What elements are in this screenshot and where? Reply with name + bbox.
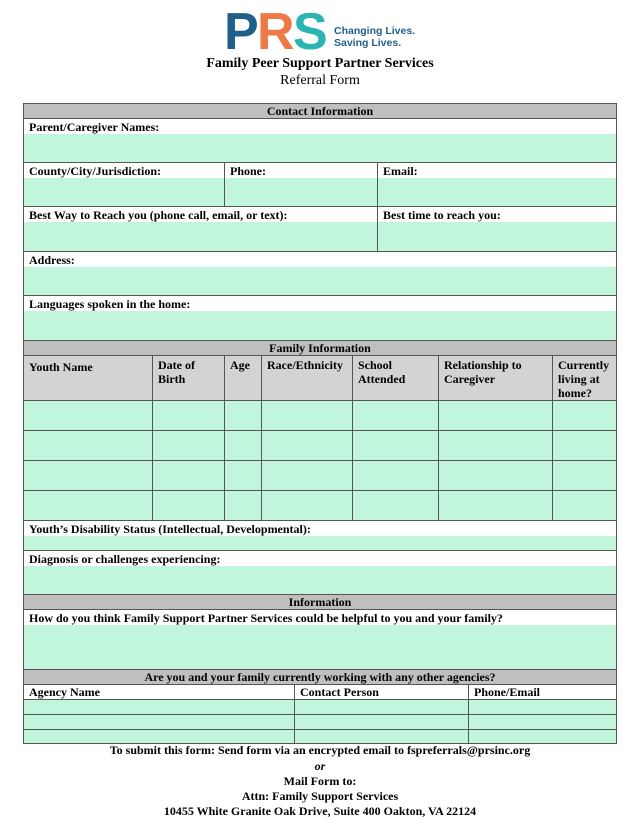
address-field[interactable]: [24, 252, 616, 295]
county-field[interactable]: [24, 163, 225, 206]
table-row: [24, 401, 616, 431]
address-label: Address:: [24, 252, 616, 267]
youth-name-cell[interactable]: [24, 491, 153, 520]
youth-name-cell[interactable]: [24, 461, 153, 490]
race-cell[interactable]: [262, 401, 353, 430]
form-title: Family Peer Support Partner Services: [206, 56, 434, 71]
best-time-label: Best time to reach you:: [378, 207, 616, 222]
school-cell[interactable]: [353, 401, 439, 430]
or-text: or: [314, 759, 326, 773]
helpful-question-label: How do you think Family Support Partner Services could be helpful to you and your family?: [24, 610, 616, 625]
col-date-of-birth: Date of Birth: [153, 356, 225, 400]
col-living-at-home: Currently living at home?: [553, 356, 616, 400]
phone-email-cell[interactable]: [469, 700, 616, 714]
logo-letter-r: R: [257, 5, 295, 55]
table-row: [24, 461, 616, 491]
best-time-field[interactable]: [378, 207, 616, 251]
living-cell[interactable]: [553, 461, 616, 490]
prs-logo-mark: [224, 5, 329, 55]
living-cell[interactable]: [553, 431, 616, 460]
submit-instructions: To submit this form: Send form via an encrypted email to fspreferrals@prsinc.org: [109, 743, 531, 757]
col-phone-email: [469, 685, 616, 699]
col-school-attended: School Attended: [353, 356, 439, 400]
family-table-header: [24, 356, 616, 401]
diagnosis-field[interactable]: [24, 551, 616, 594]
address-input[interactable]: [24, 267, 616, 295]
mail-form-heading: Mail Form to:: [283, 774, 357, 788]
agencies-section-header: Are you and your family currently working with any other agencies?: [24, 670, 616, 685]
diagnosis-input[interactable]: [24, 566, 616, 594]
youth-name-cell[interactable]: [24, 431, 153, 460]
county-input[interactable]: [24, 178, 224, 206]
agency-name-cell[interactable]: [24, 700, 295, 714]
agency-name-cell[interactable]: [24, 715, 295, 729]
dob-cell[interactable]: [153, 461, 225, 490]
helpful-row: [24, 610, 616, 670]
family-section-header: Family Information: [24, 341, 616, 356]
contact-person-cell[interactable]: [295, 700, 469, 714]
col-youth-name: Youth Name: [24, 356, 153, 400]
best-way-label: Best Way to Reach you (phone call, email, or text):: [24, 207, 377, 222]
parent-names-field[interactable]: [24, 119, 616, 162]
col-agency-name-label: Agency Name: [24, 685, 294, 699]
col-age: Age: [225, 356, 262, 400]
table-row: [24, 491, 616, 521]
diagnosis-row: [24, 551, 616, 595]
dob-cell[interactable]: [153, 401, 225, 430]
school-cell[interactable]: [353, 431, 439, 460]
relationship-cell[interactable]: [439, 491, 553, 520]
languages-field[interactable]: [24, 296, 616, 340]
phone-email-cell[interactable]: [469, 730, 616, 743]
prs-logo: [224, 5, 424, 55]
relationship-cell[interactable]: [439, 461, 553, 490]
logo-tagline: [334, 25, 415, 49]
disability-field[interactable]: [24, 521, 616, 550]
phone-input[interactable]: [225, 178, 377, 206]
table-row: [24, 431, 616, 461]
race-cell[interactable]: [262, 461, 353, 490]
best-way-row: [24, 207, 616, 252]
logo-tagline-1: Changing Lives.: [334, 25, 416, 37]
county-label: County/City/Jurisdiction:: [24, 163, 224, 178]
email-input[interactable]: [378, 178, 616, 206]
helpful-input[interactable]: [24, 625, 616, 669]
table-row: [24, 715, 616, 730]
address-row: [24, 252, 616, 296]
parent-names-label: Parent/Caregiver Names:: [24, 119, 616, 134]
form-subtitle: Referral Form: [280, 73, 360, 88]
relationship-cell[interactable]: [439, 401, 553, 430]
age-cell[interactable]: [225, 401, 262, 430]
race-cell[interactable]: [262, 431, 353, 460]
school-cell[interactable]: [353, 491, 439, 520]
email-field[interactable]: [378, 163, 616, 206]
contact-person-cell[interactable]: [295, 715, 469, 729]
phone-email-cell[interactable]: [469, 715, 616, 729]
living-cell[interactable]: [553, 401, 616, 430]
age-cell[interactable]: [225, 461, 262, 490]
languages-input[interactable]: [24, 311, 616, 340]
languages-label: Languages spoken in the home:: [24, 296, 616, 311]
dob-cell[interactable]: [153, 431, 225, 460]
mail-attn: Attn: Family Support Services: [241, 789, 399, 803]
county-phone-email-row: [24, 163, 616, 207]
age-cell[interactable]: [225, 431, 262, 460]
logo-letter-s: S: [293, 5, 328, 55]
living-cell[interactable]: [553, 491, 616, 520]
mail-address: 10455 White Granite Oak Drive, Suite 400 Oakton, VA 22124: [163, 804, 477, 818]
col-race-ethnicity: Race/Ethnicity: [262, 356, 353, 400]
phone-label: Phone:: [225, 163, 377, 178]
table-row: [24, 700, 616, 715]
col-contact-person-label: Contact Person: [295, 685, 468, 699]
helpful-field[interactable]: [24, 610, 616, 669]
race-cell[interactable]: [262, 491, 353, 520]
youth-name-cell[interactable]: [24, 401, 153, 430]
disability-input[interactable]: [24, 536, 616, 550]
diagnosis-label: Diagnosis or challenges experiencing:: [24, 551, 616, 566]
school-cell[interactable]: [353, 461, 439, 490]
information-section-header: Information: [24, 595, 616, 610]
col-phone-email-label: Phone/Email: [469, 685, 616, 699]
table-row: [24, 730, 616, 743]
best-time-input[interactable]: [378, 222, 616, 251]
referral-form: [23, 103, 617, 744]
col-contact-person: [295, 685, 469, 699]
col-agency-name: [24, 685, 295, 699]
logo-tagline-2: Saving Lives.: [334, 37, 402, 49]
dob-cell[interactable]: [153, 491, 225, 520]
relationship-cell[interactable]: [439, 431, 553, 460]
logo-letter-p: P: [224, 5, 259, 55]
contact-section-header: Contact Information: [24, 104, 616, 119]
contact-person-cell[interactable]: [295, 730, 469, 743]
col-relationship: Relationship to Caregiver: [439, 356, 553, 400]
phone-field[interactable]: [225, 163, 378, 206]
best-way-field[interactable]: [24, 207, 378, 251]
disability-row: [24, 521, 616, 551]
disability-label: Youth’s Disability Status (Intellectual, Developmental):: [24, 521, 616, 536]
age-cell[interactable]: [225, 491, 262, 520]
best-way-input[interactable]: [24, 222, 377, 251]
agencies-table-header: [24, 685, 616, 700]
parent-names-row: [24, 119, 616, 163]
agency-name-cell[interactable]: [24, 730, 295, 743]
parent-names-input[interactable]: [24, 134, 616, 162]
email-label: Email:: [378, 163, 616, 178]
languages-row: [24, 296, 616, 341]
